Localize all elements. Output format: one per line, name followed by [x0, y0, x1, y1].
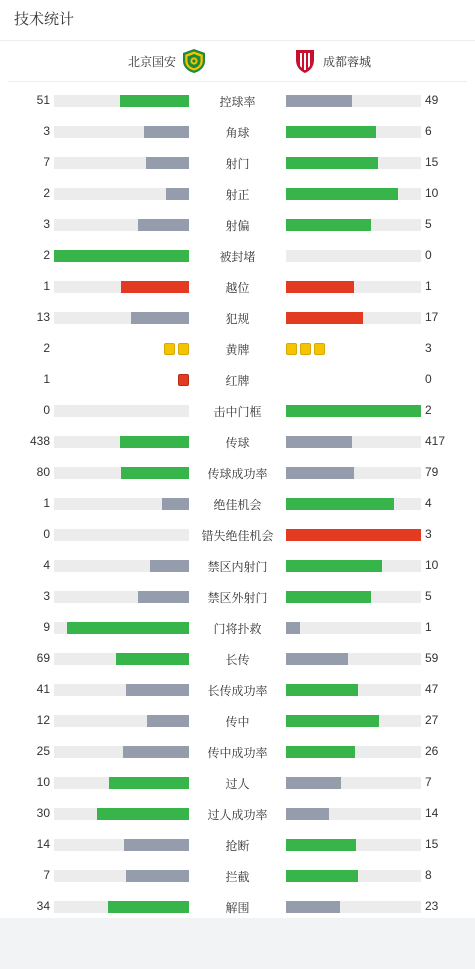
away-bar-fill [286, 622, 300, 634]
home-bar-fill [150, 560, 189, 572]
home-bar-track [54, 870, 189, 882]
stat-row [0, 426, 475, 457]
home-value: 2 [43, 186, 50, 200]
home-value: 13 [36, 310, 50, 324]
stat-label: 红牌 [225, 374, 250, 388]
stat-row [0, 271, 475, 302]
away-bar-fill [286, 157, 378, 169]
stat-row [0, 519, 475, 550]
away-bar-track [286, 529, 421, 541]
home-bar-fill [54, 250, 189, 262]
away-value: 79 [425, 465, 439, 479]
away-bar-fill [286, 498, 394, 510]
home-bar-fill [147, 715, 189, 727]
away-bar-fill [286, 746, 355, 758]
away-bar-track [286, 870, 421, 882]
stat-label: 门将扑救 [213, 622, 262, 636]
home-bar-track [54, 157, 189, 169]
stat-label: 传中成功率 [207, 746, 268, 760]
away-value: 23 [425, 899, 439, 913]
away-value: 3 [425, 341, 432, 355]
yellow-card-icon [314, 343, 325, 355]
home-bar-fill [116, 653, 189, 665]
away-bar-track [286, 467, 421, 479]
away-bar-fill [286, 529, 421, 541]
away-bar-track [286, 715, 421, 727]
stat-label: 传中 [225, 715, 250, 729]
away-value: 5 [425, 589, 432, 603]
away-value: 15 [425, 155, 439, 169]
home-value: 0 [43, 527, 50, 541]
away-bar-fill [286, 126, 376, 138]
stat-row [0, 395, 475, 426]
home-value: 7 [43, 868, 50, 882]
stat-label: 解围 [225, 901, 250, 915]
stat-row [0, 364, 475, 395]
home-bar-track [54, 312, 189, 324]
stat-label: 长传成功率 [207, 684, 268, 698]
away-value: 0 [425, 372, 432, 386]
away-value: 15 [425, 837, 439, 851]
away-bar-track [286, 684, 421, 696]
stat-row [0, 147, 475, 178]
stat-row [0, 333, 475, 364]
home-bar-track [54, 126, 189, 138]
away-bar-fill [286, 839, 356, 851]
home-bar-fill [162, 498, 189, 510]
home-bar-track [54, 653, 189, 665]
away-bar-track [286, 157, 421, 169]
away-bar-fill [286, 777, 341, 789]
away-bar-track [286, 560, 421, 572]
away-value: 8 [425, 868, 432, 882]
away-bar-fill [286, 281, 354, 293]
away-bar-track [286, 436, 421, 448]
stat-row [0, 829, 475, 860]
stat-row [0, 612, 475, 643]
stat-label: 传球成功率 [207, 467, 268, 481]
home-value: 34 [36, 899, 50, 913]
away-value: 1 [425, 279, 432, 293]
stat-label: 抢断 [225, 839, 250, 853]
away-bar-track [286, 746, 421, 758]
stat-label: 禁区外射门 [207, 591, 268, 605]
home-value: 69 [36, 651, 50, 665]
away-bar-fill [286, 467, 354, 479]
away-bar-track [286, 591, 421, 603]
away-bar-fill [286, 901, 340, 913]
home-bar-track [54, 529, 189, 541]
yellow-card-icon [164, 343, 175, 355]
home-bar-track [54, 405, 189, 417]
home-bar-fill [108, 901, 189, 913]
home-bar-fill [138, 591, 189, 603]
away-value: 3 [425, 527, 432, 541]
home-value: 9 [43, 620, 50, 634]
stat-row [0, 85, 475, 116]
stat-label: 过人 [225, 777, 250, 791]
home-bar-track [54, 808, 189, 820]
home-value: 438 [29, 434, 50, 448]
home-bar-track [54, 281, 189, 293]
away-value: 0 [425, 248, 432, 262]
home-bar-track [54, 746, 189, 758]
red-card-icon [178, 374, 189, 386]
stat-label: 击中门框 [213, 405, 262, 419]
home-bar-track [54, 591, 189, 603]
stat-row [0, 736, 475, 767]
home-value: 51 [36, 93, 50, 107]
home-value: 2 [43, 341, 50, 355]
stat-label: 传球 [225, 436, 250, 450]
stat-row [0, 798, 475, 829]
home-bar-track [54, 560, 189, 572]
away-value: 27 [425, 713, 439, 727]
away-value: 10 [425, 186, 439, 200]
stat-label: 拦截 [225, 870, 250, 884]
away-bar-fill [286, 653, 348, 665]
home-bar-track [54, 901, 189, 913]
stat-row [0, 581, 475, 612]
home-value: 1 [43, 372, 50, 386]
stat-label: 绝佳机会 [213, 498, 262, 512]
away-bar-track [286, 250, 421, 262]
stat-row [0, 457, 475, 488]
home-value: 25 [36, 744, 50, 758]
home-bar-track [54, 777, 189, 789]
home-value: 2 [43, 248, 50, 262]
home-bar-fill [146, 157, 189, 169]
stat-row [0, 116, 475, 147]
home-bar-track [54, 219, 189, 231]
home-bar-fill [109, 777, 189, 789]
away-bar-fill [286, 436, 352, 448]
away-bar-track [286, 808, 421, 820]
home-bar-fill [120, 95, 189, 107]
home-team[interactable] [128, 48, 207, 74]
away-bar-track [286, 901, 421, 913]
home-value: 3 [43, 217, 50, 231]
home-bar-fill [67, 622, 189, 634]
away-bar-fill [286, 219, 371, 231]
home-bar-fill [121, 281, 189, 293]
stat-row [0, 488, 475, 519]
home-bar-track [54, 684, 189, 696]
yellow-card-icon [178, 343, 189, 355]
stat-label: 过人成功率 [207, 808, 268, 822]
stat-label: 黄牌 [225, 343, 250, 357]
stat-row [0, 860, 475, 891]
stat-label: 越位 [225, 281, 250, 295]
home-bar-fill [120, 436, 189, 448]
stat-label: 角球 [225, 126, 250, 140]
away-value: 2 [425, 403, 432, 417]
stat-row [0, 240, 475, 271]
stat-label: 射门 [225, 157, 250, 171]
away-bar-track [286, 653, 421, 665]
away-bar-track [286, 405, 421, 417]
home-bar-track [54, 188, 189, 200]
stat-row [0, 302, 475, 333]
away-value: 49 [425, 93, 439, 107]
home-value: 4 [43, 558, 50, 572]
away-bar-fill [286, 405, 421, 417]
away-bar-track [286, 839, 421, 851]
home-bar-track [54, 467, 189, 479]
home-value: 1 [43, 279, 50, 293]
home-bar-track [54, 622, 189, 634]
home-bar-fill [121, 467, 189, 479]
home-bar-fill [124, 839, 189, 851]
home-value: 1 [43, 496, 50, 510]
stat-label: 射偏 [225, 219, 250, 233]
home-bar-track [54, 839, 189, 851]
home-bar-fill [126, 684, 189, 696]
stat-label: 控球率 [219, 95, 256, 109]
away-bar-track [286, 188, 421, 200]
away-value: 14 [425, 806, 439, 820]
home-value: 7 [43, 155, 50, 169]
away-value: 26 [425, 744, 439, 758]
away-bar-fill [286, 870, 358, 882]
stat-label: 犯规 [225, 312, 250, 326]
stat-row [0, 674, 475, 705]
home-value: 3 [43, 124, 50, 138]
away-bar-track [286, 281, 421, 293]
page-title: 技术统计 [0, 0, 475, 41]
away-bar-fill [286, 312, 363, 324]
home-value: 12 [36, 713, 50, 727]
away-value: 5 [425, 217, 432, 231]
away-value: 59 [425, 651, 439, 665]
away-value: 17 [425, 310, 439, 324]
away-bar-track [286, 343, 421, 355]
yellow-card-icon [286, 343, 297, 355]
home-bar-fill [144, 126, 189, 138]
away-team-name: 成都蓉城 [323, 54, 372, 69]
home-bar-track [54, 95, 189, 107]
away-bar-fill [286, 715, 379, 727]
home-value: 80 [36, 465, 50, 479]
away-cards [286, 343, 325, 355]
home-bar-track [54, 498, 189, 510]
away-bar-fill [286, 560, 382, 572]
home-value: 0 [43, 403, 50, 417]
away-value: 4 [425, 496, 432, 510]
teams-header [8, 41, 467, 82]
home-bar-fill [123, 746, 189, 758]
home-bar-track [54, 374, 189, 386]
away-value: 417 [425, 434, 446, 448]
stat-label: 射正 [225, 188, 250, 202]
stat-row [0, 891, 475, 922]
away-team[interactable] [292, 48, 371, 74]
home-bar-fill [166, 188, 189, 200]
away-bar-track [286, 622, 421, 634]
stat-row [0, 705, 475, 736]
home-cards [178, 374, 189, 386]
stat-row [0, 550, 475, 581]
home-bar-fill [131, 312, 189, 324]
away-value: 1 [425, 620, 432, 634]
away-value: 6 [425, 124, 432, 138]
stats-list [0, 82, 475, 922]
away-bar-track [286, 312, 421, 324]
away-bar-fill [286, 684, 358, 696]
away-bar-track [286, 498, 421, 510]
stat-label: 被封堵 [219, 250, 256, 264]
away-bar-track [286, 95, 421, 107]
stat-row [0, 767, 475, 798]
guoan-crest-icon [181, 48, 207, 74]
stat-row [0, 178, 475, 209]
home-bar-track [54, 250, 189, 262]
away-value: 47 [425, 682, 439, 696]
away-value: 7 [425, 775, 432, 789]
away-bar-track [286, 374, 421, 386]
home-value: 3 [43, 589, 50, 603]
stat-label: 禁区内射门 [207, 560, 268, 574]
away-bar-fill [286, 808, 329, 820]
home-bar-fill [97, 808, 189, 820]
away-bar-track [286, 777, 421, 789]
home-bar-track [54, 715, 189, 727]
home-bar-fill [126, 870, 189, 882]
home-value: 14 [36, 837, 50, 851]
away-value: 10 [425, 558, 439, 572]
stat-label: 长传 [225, 653, 250, 667]
stat-label: 错失绝佳机会 [201, 529, 274, 543]
home-bar-fill [138, 219, 189, 231]
home-team-name: 北京国安 [127, 54, 176, 69]
stat-row [0, 209, 475, 240]
rongcheng-crest-icon [292, 48, 318, 74]
away-bar-track [286, 126, 421, 138]
stat-row [0, 643, 475, 674]
away-bar-fill [286, 95, 352, 107]
away-bar-fill [286, 188, 398, 200]
home-cards [164, 343, 189, 355]
home-value: 30 [36, 806, 50, 820]
home-value: 10 [36, 775, 50, 789]
away-bar-track [286, 219, 421, 231]
home-value: 41 [36, 682, 50, 696]
home-bar-track [54, 343, 189, 355]
yellow-card-icon [300, 343, 311, 355]
away-bar-fill [286, 591, 371, 603]
home-bar-track [54, 436, 189, 448]
